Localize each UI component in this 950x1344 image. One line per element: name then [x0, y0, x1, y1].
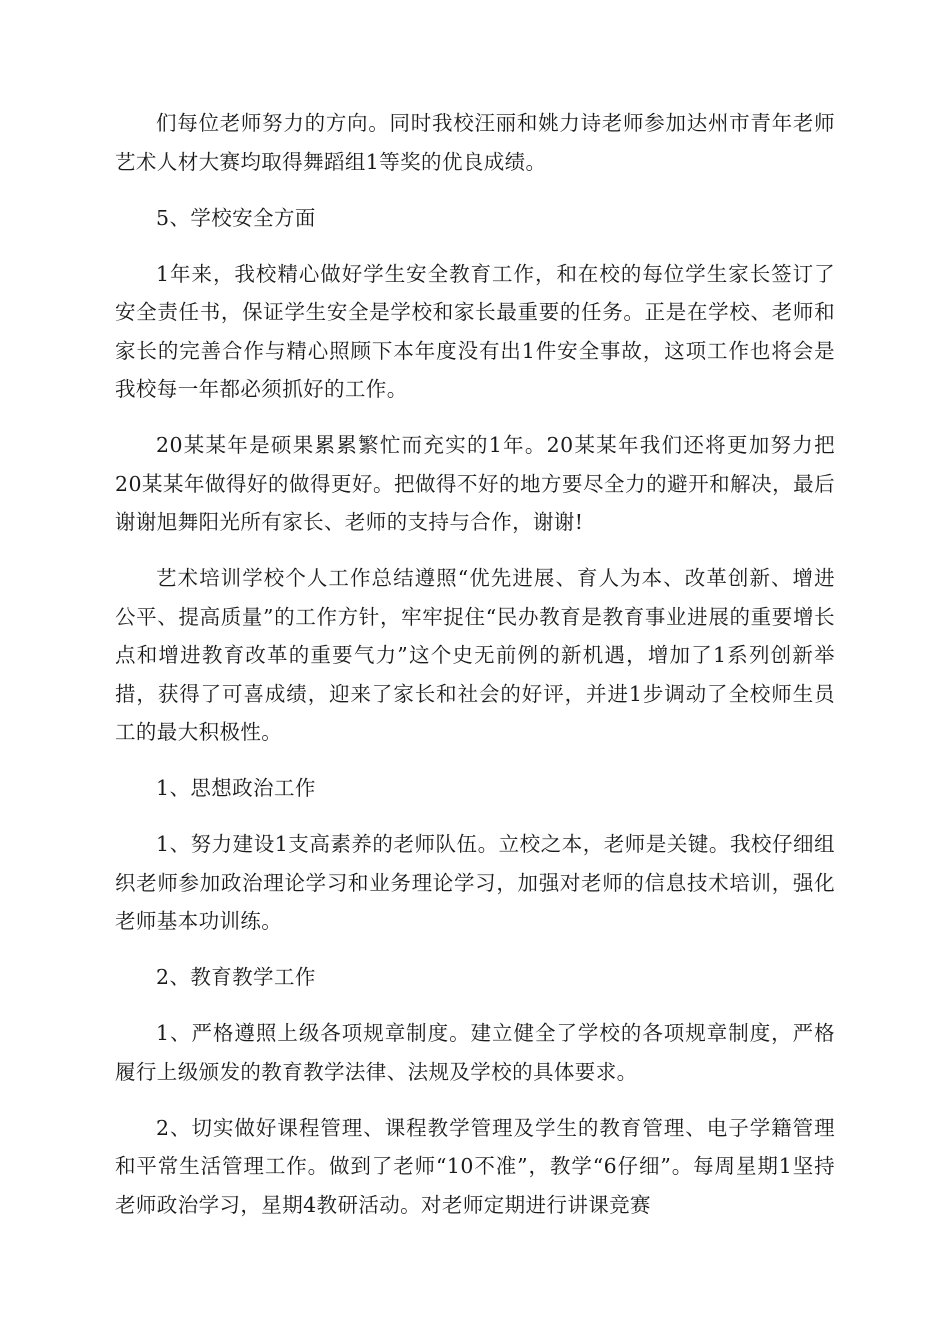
section-heading: 2、教育教学工作 — [156, 965, 316, 989]
document-page — [115, 104, 835, 1242]
paragraph: 们每位老师努力的方向。同时我校汪丽和姚力诗老师参加达州市青年老师艺术人材大赛均取得舞蹈组1等奖的优良成绩。 — [115, 111, 835, 174]
section-heading: 1、思想政治工作 — [156, 776, 316, 800]
paragraph: 2、切实做好课程管理、课程教学管理及学生的教育管理、电子学籍管理和平常生活管理工作。做到了老师“10不准”，教学“6仔细”。每周星期1坚持老师政治学习，星期4教研活动。对老师定期进行讲课竞赛 — [115, 1115, 835, 1217]
paragraph: 1、努力建设1支高素养的老师队伍。立校之本，老师是关键。我校仔细组织老师参加政治理论学习和业务理论学习，加强对老师的信息技术培训，强化老师基本功训练。 — [115, 832, 835, 933]
paragraph: 1年来，我校精心做好学生安全教育工作，和在校的每位学生家长签订了安全责任书，保证学生安全是学校和家长最重要的任务。正是在学校、老师和家长的完善合作与精心照顾下本年度没有出1件安全事故，这项工作也将会是我校每一年都必须抓好的工作。 — [115, 261, 835, 401]
paragraph: 20某某年是硕果累累繁忙而充实的1年。20某某年我们还将更加努力把20某某年做得好的做得更好。把做得不好的地方要尽全力的避开和解决，最后谢谢旭舞阳光所有家长、老师的支持与合作，谢谢! — [115, 433, 835, 534]
section-heading: 5、学校安全方面 — [156, 205, 316, 230]
paragraph: 艺术培训学校个人工作总结遵照“优先进展、育人为本、改革创新、增进公平、提高质量”的工作方针，牢牢捉住“民办教育是教育事业进展的重要增长点和增进教育改革的重要气力”这个史无前例的新机遇，增加了1系列创新举措，获得了可喜成绩，迎来了家长和社会的好评，并进1步调动了全校师生员工的最大积极性。 — [115, 566, 835, 744]
paragraph: 1、严格遵照上级各项规章制度。建立健全了学校的各项规章制度，严格履行上级颁发的教育教学法律、法规及学校的具体要求。 — [115, 1021, 835, 1084]
